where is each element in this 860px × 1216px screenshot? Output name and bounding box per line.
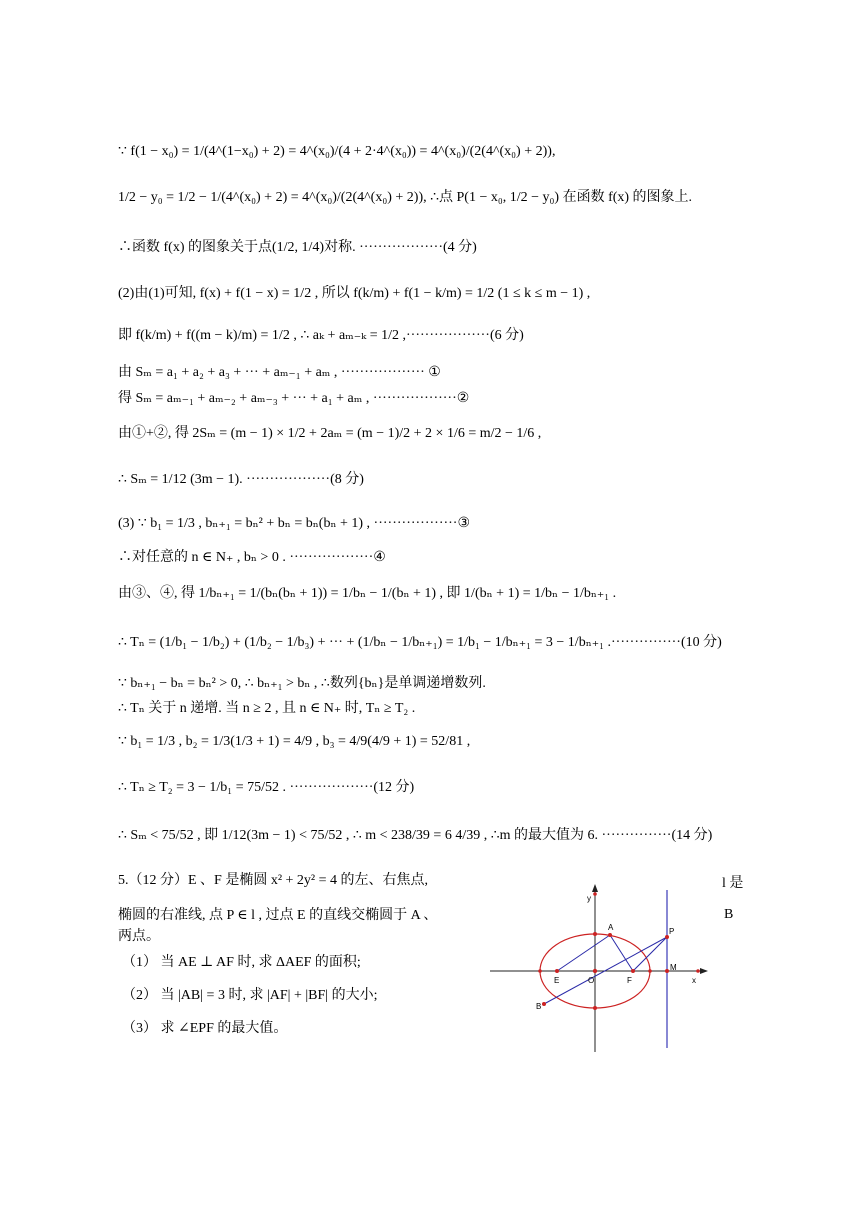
point-E <box>555 969 559 973</box>
solution-line-17: ∴ Tₙ ≥ T₂ = 3 − 1/b₁ = 75/52 . ··················(12 分) <box>118 780 415 795</box>
y-axis-arrow <box>592 884 598 892</box>
problem5-line1-right: l 是 <box>722 876 744 891</box>
point-right-vertex <box>648 969 652 973</box>
label-A: A <box>608 923 614 932</box>
label-O: O <box>588 976 595 985</box>
solution-line-9: ∴ Sₘ = 1/12 (3m − 1). ··················(8 分) <box>118 472 364 487</box>
solution-line-10: (3) ∵ b₁ = 1/3 , bₙ₊₁ = bₙ² + bₙ = bₙ(bₙ + 1) , ··················③ <box>118 516 471 531</box>
point-F <box>631 969 635 973</box>
solution-line-18: ∴ Sₘ < 75/52 , 即 1/12(3m − 1) < 75/52 , ∴ m < 238/39 = 6 4/39 , ∴m 的最大值为 6. ···············(14 分) <box>118 828 713 843</box>
ellipse-figure <box>486 884 716 1056</box>
problem5-sub-2: （2） 当 |AB| = 3 时, 求 |AF| + |BF| 的大小; <box>122 988 378 1003</box>
point-M <box>665 969 669 973</box>
point-top <box>593 932 597 936</box>
point-B <box>542 1002 546 1006</box>
point-bottom <box>593 1006 597 1010</box>
solution-line-3: ∴函数 f(x) 的图象关于点(1/2, 1/4)对称. ··················(4 分) <box>118 240 477 255</box>
problem5-line2: 椭圆的右准线, 点 P ∈ l , 过点 E 的直线交椭圆于 A 、 <box>118 908 438 923</box>
point-x-end <box>696 969 700 973</box>
solution-line-8: 由①+②, 得 2Sₘ = (m − 1) × 1/2 + 2aₘ = (m − 1)/2 + 2 × 1/6 = m/2 − 1/6 , <box>118 426 542 441</box>
solution-line-5: 即 f(k/m) + f((m − k)/m) = 1/2 , ∴ aₖ + aₘ₋ₖ = 1/2 ,··················(6 分) <box>118 328 524 343</box>
label-E: E <box>554 976 560 985</box>
solution-line-6: 由 Sₘ = a₁ + a₂ + a₃ + ··· + aₘ₋₁ + aₘ , ·················· ① <box>118 365 441 380</box>
label-M: M <box>670 963 677 972</box>
problem5-sub-3: （3） 求 ∠EPF 的最大值。 <box>122 1021 288 1036</box>
solution-line-11: ∴对任意的 n ∈ N₊ , bₙ > 0 . ··················④ <box>118 550 386 565</box>
solution-line-14: ∵ bₙ₊₁ − bₙ = bₙ² > 0, ∴ bₙ₊₁ > bₙ , ∴数列{bₙ}是单调递增数列. <box>118 676 486 691</box>
x-axis-arrow <box>700 968 708 974</box>
problem5-line1: 5.（12 分）E 、F 是椭圆 x² + 2y² = 4 的左、右焦点, <box>118 873 429 888</box>
label-P: P <box>669 927 675 936</box>
problem5-line3: 两点。 <box>118 929 160 944</box>
label-x: x <box>692 976 696 985</box>
solution-line-2: 1/2 − y₀ = 1/2 − 1/(4^(x₀) + 2) = 4^(x₀)/(2(4^(x₀) + 2)), ∴点 P(1 − x₀, 1/2 − y₀) 在函数 f(x) 的图象上. <box>118 190 693 205</box>
solution-line-4: (2)由(1)可知, f(x) + f(1 − x) = 1/2 , 所以 f(k/m) + f(1 − k/m) = 1/2 (1 ≤ k ≤ m − 1) , <box>118 286 591 301</box>
line-AF <box>610 935 633 971</box>
point-O <box>593 969 597 973</box>
label-y: y <box>587 894 591 903</box>
point-A <box>608 933 612 937</box>
solution-line-1: ∵ f(1 − x₀) = 1/(4^(1−x₀) + 2) = 4^(x₀)/(4 + 2·4^(x₀)) = 4^(x₀)/(2(4^(x₀) + 2)), <box>118 144 556 159</box>
label-B: B <box>536 1002 542 1011</box>
solution-line-12: 由③、④, 得 1/bₙ₊₁ = 1/(bₙ(bₙ + 1)) = 1/bₙ − 1/(bₙ + 1) , 即 1/(bₙ + 1) = 1/bₙ − 1/bₙ₊₁ . <box>118 586 617 601</box>
solution-line-15: ∴ Tₙ 关于 n 递增. 当 n ≥ 2 , 且 n ∈ N₊ 时, Tₙ ≥ T₂ . <box>118 701 416 716</box>
point-y-top <box>593 892 597 896</box>
problem5-line2-right: B <box>724 907 734 922</box>
problem5-sub-1: （1） 当 AE ⊥ AF 时, 求 ΔAEF 的面积; <box>122 955 361 970</box>
solution-line-7: 得 Sₘ = aₘ₋₁ + aₘ₋₂ + aₘ₋₃ + ··· + a₁ + aₘ , ··················② <box>118 391 470 406</box>
solution-line-13: ∴ Tₙ = (1/b₁ − 1/b₂) + (1/b₂ − 1/b₃) + ··· + (1/bₙ − 1/bₙ₊₁) = 1/b₁ − 1/bₙ₊₁ = 3 − 1/bₙ₊₁ .···············(10 分) <box>118 635 722 650</box>
point-left-vertex <box>538 969 542 973</box>
label-F: F <box>627 976 632 985</box>
solution-line-16: ∵ b₁ = 1/3 , b₂ = 1/3(1/3 + 1) = 4/9 , b₃ = 4/9(4/9 + 1) = 52/81 , <box>118 734 471 749</box>
